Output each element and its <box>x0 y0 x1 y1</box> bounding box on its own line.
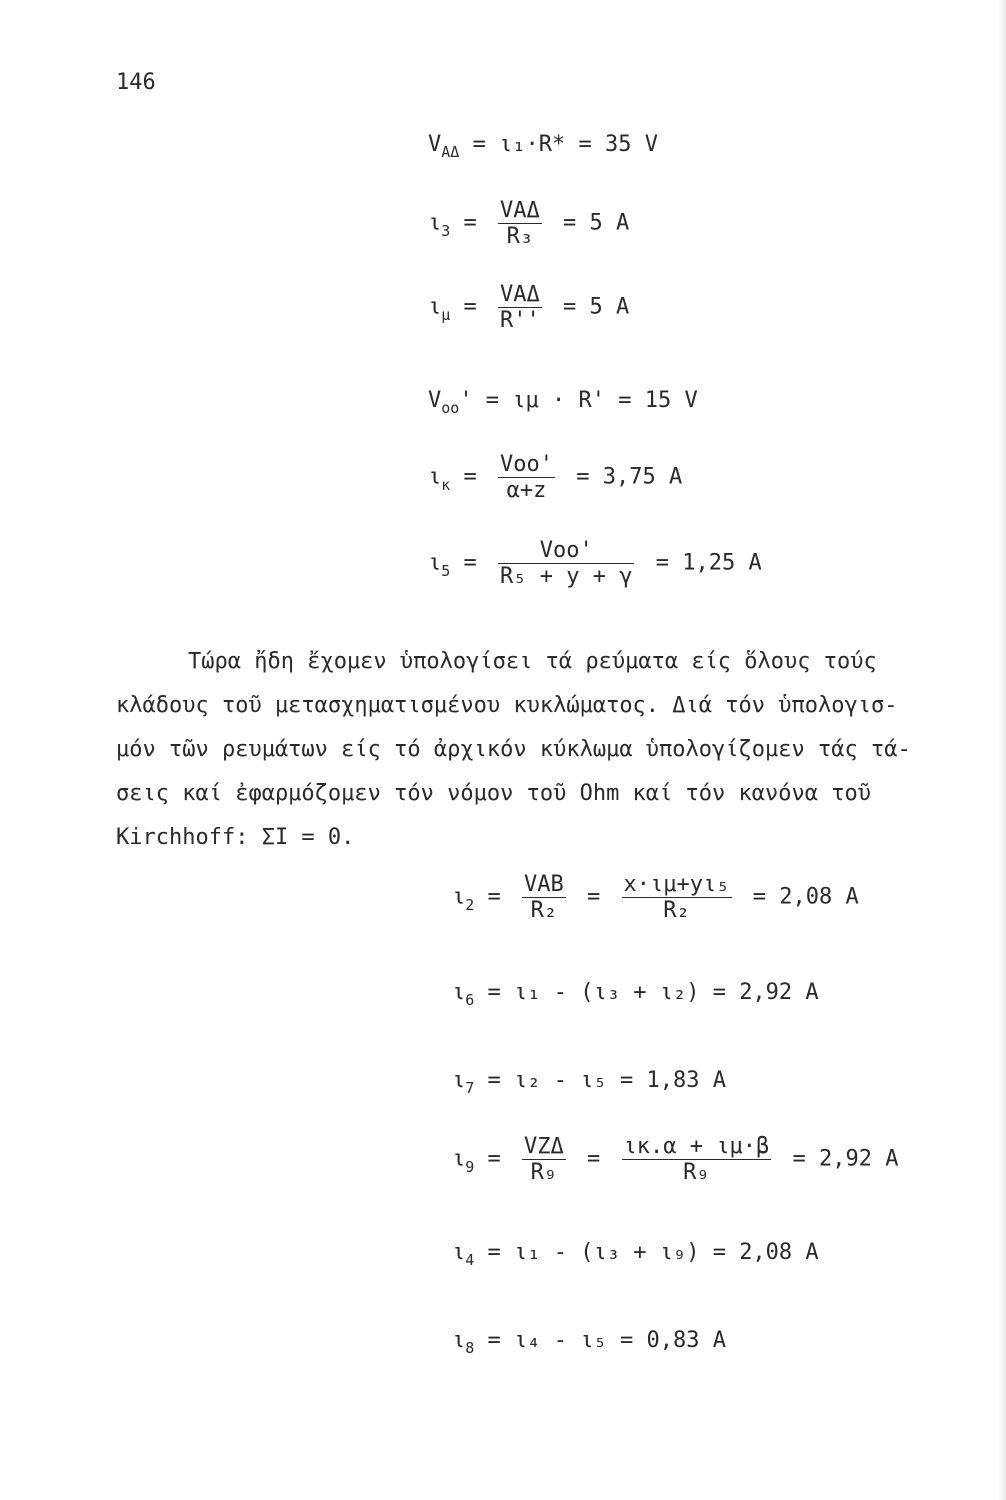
equation-i7: $\iota_7 = \iota_2 - \iota_5 = 1,83$ A <box>452 1068 726 1097</box>
body-paragraph <box>116 640 976 860</box>
paragraph-line: Kirchhoff: ΣI = 0. <box>116 825 355 850</box>
equation-v-ad: $V_{A\Delta} = \iota_1\cdot R* = 35$ V <box>428 132 658 161</box>
equation-i9: $\iota_9$ = $\frac{\text{VΖΔ}}{\text{R₉}}$ = $\frac{\iota\kappa.\alpha + \iota\mu\cdot\beta}{\text{R₉}}$ = 2,92 A <box>452 1134 899 1185</box>
paragraph-line: σεις καί ἐφαρμόζομεν τόν νόμον τοῦ Ohm καί τόν κανόνα τοῦ <box>116 781 871 806</box>
equation-i3: $\iota_3$ = $\frac{\text{VΑΔ}}{\text{R₃}}$ = 5 A <box>428 198 630 249</box>
page-number: 146 <box>116 70 156 95</box>
equation-i5: $\iota_5$ = $\frac{\text{Voo'}}{\text{R₅ + y + γ}}$ = 1,25 A <box>428 538 762 589</box>
page-edge-shadow <box>998 0 1006 1500</box>
equation-i6: $\iota_6 = \iota_1 - (\iota_3 + \iota_2) = 2,92$ A <box>452 980 819 1009</box>
equation-ik: $\iota_\kappa$ = $\frac{\text{Voo'}}{\alpha+z}$ = 3,75 A <box>428 452 683 503</box>
equation-i4: $\iota_4 = \iota_1 - (\iota_3 + \iota_9) = 2,08$ A <box>452 1240 819 1269</box>
equation-i8: $\iota_8 = \iota_4 - \iota_5 = 0,83$ A <box>452 1328 726 1357</box>
equation-i2: $\iota_2$ = $\frac{\text{VAB}}{\text{R₂}}$ = $\frac{\text{x·ιμ+yι₅}}{\text{R₂}}$ = 2,08 A <box>452 872 859 923</box>
equation-voo: $V_{oo}' = \iota\mu \cdot R' = 15$ V <box>428 388 698 417</box>
paragraph-line: μόν τῶν ρευμάτων είς τό ἀρχικόν κύκλωμα ὑπολογίζομεν τάς τά- <box>116 737 911 762</box>
paragraph-line: κλάδους τοῦ μετασχηματισμένου κυκλώματος. Διά τόν ὑπολογισ- <box>116 693 898 718</box>
paragraph-line: Τώρα ἤδη ἔχομεν ὑπολογίσει τά ρεύματα είς ὅλους τούς <box>188 649 877 674</box>
equation-imu: $\iota_\mu$ = $\frac{\text{VΑΔ}}{R''}$ = 5 A <box>428 282 630 333</box>
